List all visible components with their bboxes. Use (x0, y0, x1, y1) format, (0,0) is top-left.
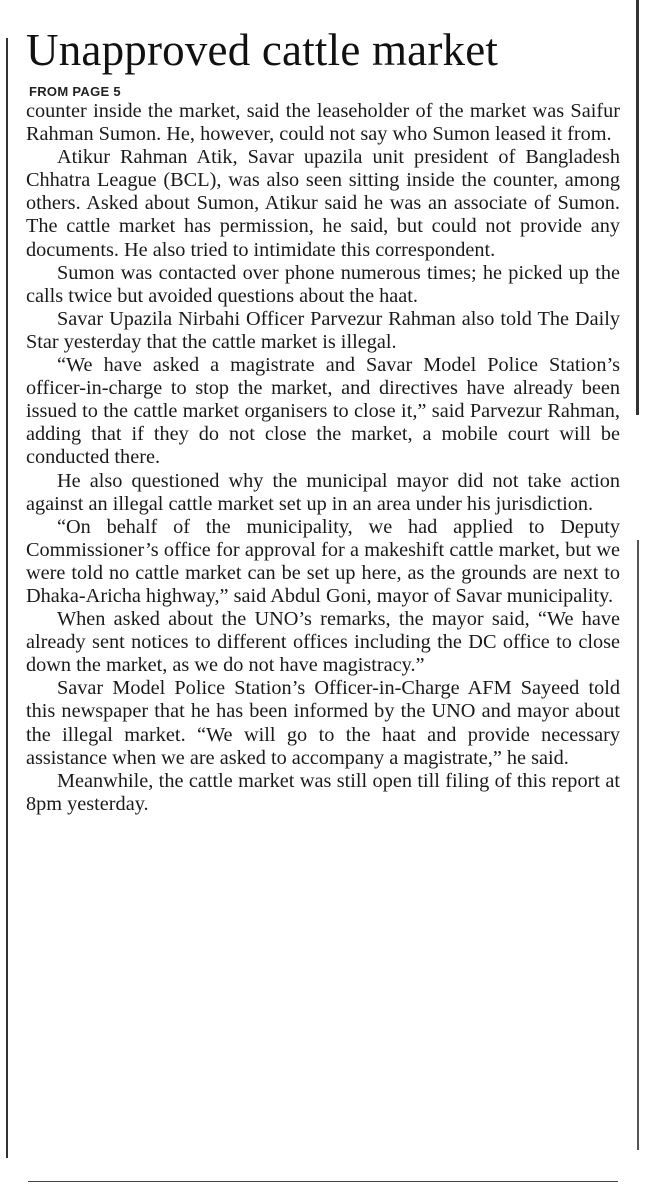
paragraph: Sumon was contacted over phone numerous times; he picked up the calls twice but avoided questions about the haat. (26, 261, 620, 307)
paragraph: He also questioned why the municipal mayor did not take action against an illegal cattle market set up in an area under his jurisdiction. (26, 469, 620, 515)
paragraph: “On behalf of the municipality, we had applied to Deputy Commissioner’s office for approval for a makeshift cattle market, but we were told no cattle market can be set up here, as the grounds are next to Dhaka-Aricha highway,” said Abdul Goni, mayor of Savar municipality. (26, 515, 620, 607)
bottom-rule (28, 1181, 618, 1182)
headline: Unapproved cattle market (26, 25, 499, 75)
column-rule-right (636, 0, 639, 415)
article (26, 24, 620, 816)
column-rule-left (6, 38, 8, 1158)
paragraph: “We have asked a magistrate and Savar Model Police Station’s officer-in-charge to stop the market, and directives have already been issued to the cattle market organisers to close it,” said Parvezur Rahman, adding that if they do not close the market, a mobile court will be conducted there. (26, 354, 620, 469)
paragraph: Savar Model Police Station’s Officer-in-Charge AFM Sayeed told this newspaper that he has been informed by the UNO and mayor about the illegal market. “We will go to the haat and provide necessary assistance when we are asked to accompany a magistrate,” he said. (26, 677, 620, 769)
article-body (26, 100, 620, 816)
jump-line: FROM PAGE 5 (29, 84, 121, 99)
paragraph: Meanwhile, the cattle market was still open till filing of this report at 8pm yesterday. (26, 769, 620, 815)
paragraph: When asked about the UNO’s remarks, the mayor said, “We have already sent notices to different offices including the DC office to close down the market, as we do not have magistracy.” (26, 608, 620, 677)
paragraph: counter inside the market, said the leaseholder of the market was Saifur Rahman Sumon. He, however, could not say who Sumon leased it from. (26, 100, 620, 146)
column-rule-right-lower (637, 540, 639, 1150)
paragraph: Atikur Rahman Atik, Savar upazila unit president of Bangladesh Chhatra League (BCL), was also seen sitting inside the counter, among others. Asked about Sumon, Atikur said he was an associate of Sumon. The cattle market has permission, he said, but could not provide any documents. He also tried to intimidate this correspondent. (26, 146, 620, 261)
paragraph: Savar Upazila Nirbahi Officer Parvezur Rahman also told The Daily Star yesterday that the cattle market is illegal. (26, 307, 620, 353)
